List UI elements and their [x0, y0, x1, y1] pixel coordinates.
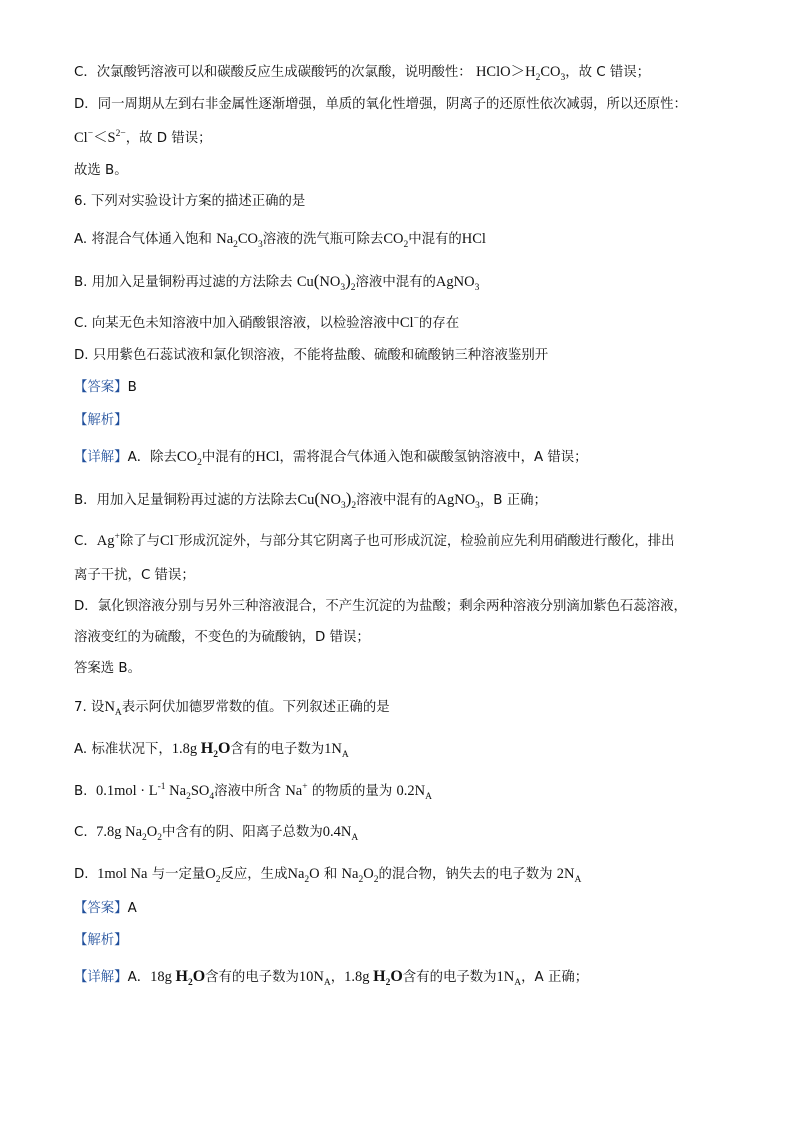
- text: D．同一周期从左到右非金属性逐渐增强，单质的氧化性增强，阴离子的还原性依次减弱，所以还原性：: [74, 97, 687, 112]
- formula: 7.8g $Na_2O_2$: [96, 824, 163, 843]
- formula: $10N_A$: [298, 969, 331, 988]
- formula: $0.4N_A$: [322, 824, 359, 843]
- formula: $1N_A$: [324, 741, 349, 760]
- question-7-stem: 7. 设$N_A$表示阿伏加德罗常数的值。下列叙述正确的是: [74, 699, 390, 718]
- formula: HCl: [255, 449, 280, 465]
- detail-6-c-cont: 离子干扰，C 错误；: [74, 568, 195, 583]
- formula: $Na_2O_2$: [341, 866, 379, 885]
- explanation-line-c: [74, 62, 754, 83]
- detail-label: 【详解】: [74, 970, 128, 985]
- explanation-line-d: [74, 95, 754, 115]
- detail-6-d: D．氯化钡溶液分别与另外三种溶液混合，不产生沉淀的为盐酸；剩余两种溶液分别滴加紫色石蕊溶液，: [74, 599, 687, 614]
- answer-label: 【答案】: [74, 901, 128, 916]
- question-6-option-c: C. 向某无色未知溶液中加入硝酸银溶液，以检验溶液中Cl−的存在: [74, 314, 460, 331]
- formula: $0.1mol \cdot L^{-1}$ $Na_2SO_4$: [95, 782, 215, 802]
- formula: Cl−: [399, 314, 419, 331]
- formula: AgNO$_3$: [436, 492, 480, 511]
- formula: 1mol Na: [97, 866, 148, 882]
- formula: 18g $H_2O$: [150, 968, 206, 988]
- question-6-option-d: D. 只用紫色石蕊试液和氯化钡溶液，不能将盐酸、硫酸和硫酸钠三种溶液鉴别开: [74, 348, 549, 363]
- formula: $O_2$: [205, 866, 221, 885]
- formula: $Na_2O$: [287, 866, 320, 885]
- formula: $Cu(NO_3)_2$: [296, 271, 356, 293]
- detail-6-d-cont: 溶液变红的为硫酸，不变色的为硫酸钠，D 错误；: [74, 630, 370, 645]
- formula: $Cu(NO_3)_2$: [297, 489, 357, 511]
- detail-6-c: C．Ag+除了与Cl−形成沉淀外，与部分其它阴离子也可形成沉淀，检验前应先利用硝酸进行酸化，排出: [74, 532, 675, 549]
- formula: $0.2N_A$: [396, 783, 432, 802]
- detail-7-a: 【详解】A．18g $H_2O$含有的电子数为$10N_A$，1.8g $H_2O$含有的电子数为$1N_A$，A 正确；: [74, 968, 589, 988]
- formula: $CO_2$: [383, 231, 409, 250]
- question-6-option-b: B. 用加入足量铜粉再过滤的方法除去 $Cu(NO_3)_2$溶液中混有的AgNO$_3$: [74, 271, 480, 293]
- answer-7: [74, 899, 754, 919]
- question-7-option-d: D. 1mol Na 与一定量$O_2$反应，生成$Na_2O$ 和 $Na_2O_2$的混合物，钠失去的电子数为 $2N_A$: [74, 866, 582, 885]
- detail-6-b: B．用加入足量铜粉再过滤的方法除去$Cu(NO_3)_2$溶液中混有的AgNO$_3$，B 正确；: [74, 489, 547, 511]
- question-7-option-c: C. 7.8g $Na_2O_2$中含有的阴、阳离子总数为$0.4N_A$: [74, 824, 359, 843]
- explanation-line-d-cont: [74, 128, 754, 149]
- formula: $HClO>H_2CO_3$: [475, 64, 566, 83]
- text: ，故 C 错误；: [565, 65, 651, 80]
- analysis-label: 【解析】: [74, 933, 128, 948]
- question-7-option-b: B. $0.1mol \cdot L^{-1}$ $Na_2SO_4$溶液中所含 Na+ 的物质的量为 $0.2N_A$: [74, 782, 432, 802]
- text: ，故 D 错误；: [125, 131, 212, 146]
- conclusion-line: [74, 161, 754, 181]
- question-6-stem: [74, 192, 754, 212]
- detail-6-a: 【详解】A．除去$CO_2$中混有的HCl，需将混合气体通入饱和碳酸氢钠溶液中，A 错误；: [74, 449, 588, 468]
- text: C．次氯酸钙溶液可以和碳酸反应生成碳酸钙的次氯酸，说明酸性：: [74, 65, 472, 80]
- answer-value: B: [127, 380, 137, 395]
- formula: $2N_A$: [556, 866, 582, 885]
- formula: $Cl^-<S^{2-}$: [74, 129, 126, 146]
- text: 故选 B。: [74, 163, 128, 178]
- formula: 1.8g $H_2O$: [344, 968, 403, 988]
- question-7-option-a: A. 标准状况下，1.8g $H_2O$含有的电子数为$1N_A$: [74, 740, 349, 760]
- detail-label: 【详解】: [74, 450, 128, 465]
- answer-label: 【答案】: [74, 380, 128, 395]
- formula: $N_A$: [104, 699, 122, 718]
- question-6-option-a: A. 将混合气体通入饱和 $Na_2CO_3$溶液的洗气瓶可除去$CO_2$中混有的HCl: [74, 231, 486, 250]
- formula: $1N_A$: [496, 969, 522, 988]
- formula: HCl: [461, 231, 486, 247]
- formula: $CO_2$: [176, 449, 202, 468]
- text: 6. 下列对实验设计方案的描述正确的是: [74, 194, 306, 209]
- analysis-6-heading: [74, 411, 754, 431]
- formula: 1.8g $H_2O$: [171, 740, 231, 760]
- detail-6-answer: 答案选 B。: [74, 661, 142, 676]
- answer-6: [74, 378, 754, 398]
- analysis-7-heading: [74, 931, 754, 951]
- formula: $Na_2CO_3$: [216, 231, 263, 250]
- formula: Cl−: [160, 532, 180, 549]
- formula: AgNO$_3$: [435, 274, 480, 293]
- formula: Na+: [285, 782, 308, 799]
- analysis-label: 【解析】: [74, 413, 128, 428]
- answer-value: A: [127, 901, 137, 916]
- formula: Ag+: [96, 532, 120, 549]
